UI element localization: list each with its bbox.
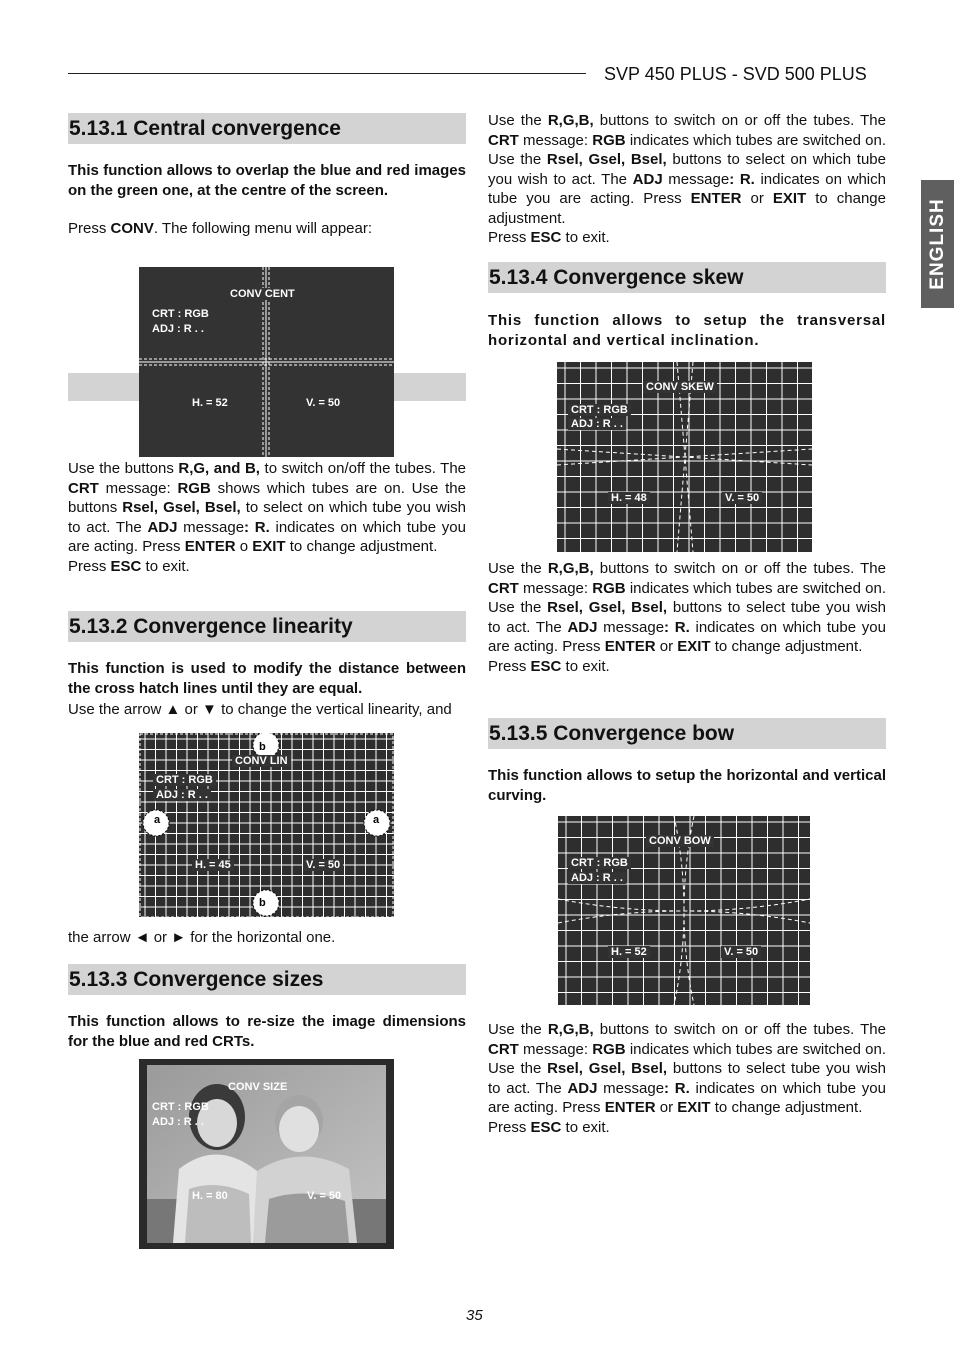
marker-b-top: b bbox=[259, 741, 266, 753]
osd-crt: CRT : RGB bbox=[568, 404, 631, 416]
page-number: 35 bbox=[466, 1307, 483, 1324]
osd-v-value: V. = 50 bbox=[722, 492, 762, 504]
language-tab-label: ENGLISH bbox=[926, 198, 948, 290]
section-heading-convergence-skew: 5.13.4 Convergence skew bbox=[488, 262, 886, 293]
header-rule bbox=[68, 73, 586, 74]
osd-adj: ADJ : R . . bbox=[152, 323, 204, 335]
osd-screen-conv-skew bbox=[557, 362, 812, 552]
osd-screen-conv-cent bbox=[139, 267, 394, 457]
section-body: Use the R,G,B, buttons to switch on or off the tubes. The CRT message: RGB indicates which tubes are switched on. Use the Rsel, Gsel, Bsel, buttons to select tube you wish to act. The ADJ message: R. indicates on which tube you are acting. Press ENTER or EXIT to change adjustment. Press ESC to exit. bbox=[488, 560, 886, 675]
arrow-horizontal-text: the arrow ◄ or ► for the horizontal one. bbox=[68, 929, 336, 946]
section-heading-convergence-bow: 5.13.5 Convergence bow bbox=[488, 718, 886, 749]
marker-a-right: a bbox=[373, 814, 380, 826]
osd-h-value: H. = 52 bbox=[192, 397, 228, 409]
section-intro: This function allows to setup the transversal horizontal and vertical inclination. bbox=[488, 312, 886, 349]
osd-v-value: V. = 50 bbox=[306, 397, 341, 409]
osd-h-value: H. = 52 bbox=[608, 946, 650, 958]
section-intro: This function allows to overlap the blue and red images on the green one, at the centre of the screen. bbox=[68, 162, 466, 199]
section-body: Use the buttons R,G, and B, to switch on/off the tubes. The CRT message: RGB shows which tubes are on. Use the buttons Rsel, Gsel, Bsel, to select on which tube you wish to act. The ADJ message: R. indicates on which tube you are acting. Press ENTER o EXIT to change adjustment. Press ESC to exit. bbox=[68, 460, 466, 575]
arrow-vertical-text: Use the arrow ▲ or ▼ to change the vertical linearity, and bbox=[68, 701, 452, 718]
osd-screen-conv-bow bbox=[558, 816, 810, 1005]
language-tab bbox=[921, 180, 954, 308]
section-intro: This function allows to re-size the image dimensions for the blue and red CRTs. bbox=[68, 1013, 466, 1050]
osd-title: CONV CENT bbox=[227, 288, 298, 300]
section-heading-convergence-linearity: 5.13.2 Convergence linearity bbox=[68, 611, 466, 642]
osd-h-value: H. = 80 bbox=[192, 1190, 228, 1202]
osd-v-value: V. = 50 bbox=[307, 1190, 342, 1202]
osd-crt: CRT : RGB bbox=[568, 857, 631, 869]
osd-title: CONV SKEW bbox=[643, 381, 717, 393]
product-title: SVP 450 PLUS - SVD 500 PLUS bbox=[604, 64, 867, 84]
osd-h-value: H. = 45 bbox=[192, 859, 234, 871]
osd-title: CONV LIN bbox=[232, 755, 291, 767]
osd-crt: CRT : RGB bbox=[153, 774, 216, 786]
marker-b-bottom: b bbox=[259, 897, 266, 909]
press-conv-text: Press CONV. The following menu will appear: bbox=[68, 220, 373, 237]
osd-title: CONV BOW bbox=[646, 835, 714, 847]
section-intro: This function is used to modify the distance between the cross hatch lines until they are equal. bbox=[68, 660, 466, 697]
section-body: Use the R,G,B, buttons to switch on or off the tubes. The CRT message: RGB indicates which tubes are switched on. Use the Rsel, Gsel, Bsel, buttons to select on which tube you wish to act. The ADJ message: R. indicates on which tube you are acting. Press ENTER or EXIT to change adjustment. Press ESC to exit. bbox=[488, 112, 886, 246]
section-heading-convergence-sizes: 5.13.3 Convergence sizes bbox=[68, 964, 466, 995]
osd-v-value: V. = 50 bbox=[721, 946, 761, 958]
section-body: Use the R,G,B, buttons to switch on or off the tubes. The CRT message: RGB indicates which tubes are switched on. Use the Rsel, Gsel, Bsel, buttons to select tube you wish to act. The ADJ message: R. indicates on which tube you are acting. Press ENTER or EXIT to change adjustment. Press ESC to exit. bbox=[488, 1021, 886, 1136]
osd-title: CONV SIZE bbox=[228, 1081, 288, 1093]
osd-screen-conv-size bbox=[139, 1059, 394, 1249]
osd-adj: ADJ : R . . bbox=[568, 418, 626, 430]
osd-v-value: V. = 50 bbox=[303, 859, 343, 871]
osd-adj: ADJ : R . . bbox=[153, 789, 211, 801]
osd-screen-conv-lin bbox=[139, 733, 394, 918]
section-heading-central-convergence: 5.13.1 Central convergence bbox=[68, 113, 466, 144]
section-intro: This function allows to setup the horizontal and vertical curving. bbox=[488, 767, 886, 804]
osd-adj: ADJ : R . . bbox=[568, 872, 626, 884]
osd-adj: ADJ : R . . bbox=[152, 1116, 204, 1128]
osd-h-value: H. = 48 bbox=[608, 492, 650, 504]
osd-crt: CRT : RGB bbox=[152, 308, 209, 320]
marker-a-left: a bbox=[154, 814, 161, 826]
osd-crt: CRT : RGB bbox=[152, 1101, 209, 1113]
